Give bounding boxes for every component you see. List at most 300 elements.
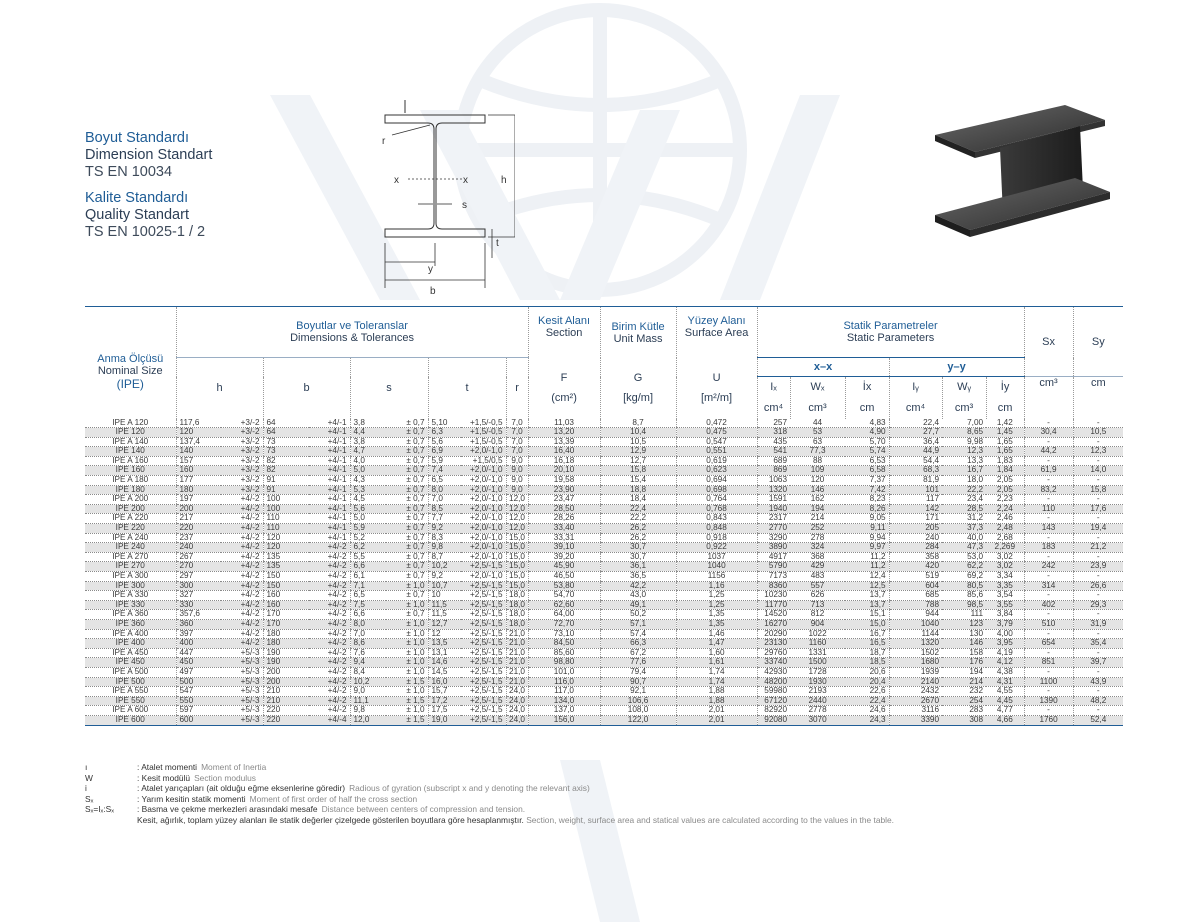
table-cell: 134,0 [528, 696, 600, 706]
table-cell: 53 [790, 428, 845, 438]
profile-name-cell: IPE 270 [85, 562, 176, 572]
table-cell: +2,0/-1,0 [461, 485, 506, 495]
table-cell: +4/-1 [309, 428, 350, 438]
table-cell: 18,8 [600, 485, 676, 495]
table-cell: +4/-1 [309, 447, 350, 457]
table-cell: +4/-1 [309, 533, 350, 543]
table-cell: 146 [942, 639, 986, 649]
nominal-size-tr: Anma Ölçüsü [97, 352, 164, 365]
table-cell: 47,3 [942, 543, 986, 553]
table-cell: +2,5/-1,5 [461, 715, 506, 725]
table-cell: 21,0 [506, 629, 528, 639]
table-cell: 52,4 [1073, 715, 1123, 725]
table-cell: 1320 [889, 639, 942, 649]
table-cell: 2,05 [986, 485, 1024, 495]
table-cell: 36,5 [600, 572, 676, 582]
table-cell: 12,0 [506, 524, 528, 534]
table-cell: - [1024, 687, 1073, 697]
table-cell: 12,7 [600, 456, 676, 466]
table-cell: 4,3 [350, 476, 386, 486]
table-cell: +3/-2 [221, 447, 263, 457]
table-cell: ± 0,7 [386, 591, 428, 601]
table-cell: 26,2 [600, 524, 676, 534]
table-cell: ± 1,0 [386, 600, 428, 610]
table-cell: 21,0 [506, 667, 528, 677]
table-cell: 7173 [757, 572, 790, 582]
table-cell: 200 [176, 504, 221, 514]
table-cell: 98,5 [942, 600, 986, 610]
table-cell: 3,55 [986, 600, 1024, 610]
profile-name-cell: IPE A 600 [85, 706, 176, 716]
table-cell: +2,5/-1,5 [461, 706, 506, 716]
table-cell: 36,4 [889, 437, 942, 447]
table-cell: ± 0,7 [386, 466, 428, 476]
table-cell: ± 0,7 [386, 514, 428, 524]
table-cell: 450 [176, 658, 221, 668]
table-cell: 12,0 [506, 495, 528, 505]
table-cell: +5/-3 [221, 677, 263, 687]
table-cell: +4/-2 [221, 533, 263, 543]
xx-axis-header: x–x [757, 358, 889, 377]
table-cell: 15,8 [600, 466, 676, 476]
table-cell: 10 [428, 591, 461, 601]
table-cell: 158 [942, 648, 986, 658]
table-cell: 519 [889, 572, 942, 582]
table-cell: +2,5/-1,5 [461, 648, 506, 658]
table-cell: 18,0 [942, 476, 986, 486]
profile-name-cell: IPE 360 [85, 619, 176, 629]
table-cell: 50,2 [600, 610, 676, 620]
table-cell: 15,0 [506, 533, 528, 543]
table-cell: 402 [1024, 600, 1073, 610]
table-cell: +5/-3 [221, 687, 263, 697]
table-cell: 27,7 [889, 428, 942, 438]
table-cell: 13,1 [428, 648, 461, 658]
table-cell: +3/-2 [221, 437, 263, 447]
table-cell: 63 [790, 437, 845, 447]
table-cell: +4/-2 [309, 629, 350, 639]
table-cell: - [1024, 591, 1073, 601]
table-cell: 24,6 [845, 706, 889, 716]
table-cell: +5/-3 [221, 648, 263, 658]
table-cell: +4/-2 [309, 667, 350, 677]
table-cell: +4/-2 [221, 543, 263, 553]
note-text-tr: : Atalet momenti [137, 762, 198, 772]
table-cell: - [1024, 572, 1073, 582]
table-cell: - [1024, 476, 1073, 486]
table-cell: 13,39 [528, 437, 600, 447]
profile-name-cell: IPE 160 [85, 466, 176, 476]
table-cell: +2,0/-1,0 [461, 543, 506, 553]
table-cell: +4/-2 [221, 514, 263, 524]
table-cell: +2,5/-1,5 [461, 562, 506, 572]
table-cell: ± 1,5 [386, 696, 428, 706]
table-cell: 200 [263, 667, 309, 677]
table-cell: 11,2 [845, 552, 889, 562]
table-cell: 176 [942, 658, 986, 668]
table-cell: 100 [263, 504, 309, 514]
table-cell: +4/-2 [221, 639, 263, 649]
table-cell: 3390 [889, 715, 942, 725]
table-cell: 45,90 [528, 562, 600, 572]
table-cell: 358 [889, 552, 942, 562]
table-cell: ± 1,0 [386, 667, 428, 677]
table-cell: 6,3 [428, 428, 461, 438]
table-cell: 15,0 [506, 581, 528, 591]
table-cell: 135 [263, 562, 309, 572]
diagram-label-s: s [462, 200, 467, 211]
table-cell: 91 [263, 476, 309, 486]
table-cell: 7,0 [506, 428, 528, 438]
table-cell: 6,1 [350, 572, 386, 582]
ipe-profile-table [85, 306, 1123, 726]
table-cell: 64 [263, 428, 309, 438]
table-cell: ± 1,0 [386, 639, 428, 649]
table-cell: 685 [889, 591, 942, 601]
steel-beam-image [915, 100, 1110, 250]
table-cell: 597 [176, 706, 221, 716]
table-cell: 1,42 [986, 419, 1024, 428]
table-cell: 24,0 [506, 706, 528, 716]
table-cell: 360 [176, 619, 221, 629]
table-cell: 69,2 [942, 572, 986, 582]
table-cell: 73,10 [528, 629, 600, 639]
table-cell: 1,47 [676, 639, 757, 649]
table-cell: 22,4 [600, 504, 676, 514]
table-cell: +1,5/0,5 [461, 456, 506, 466]
table-cell: 101 [889, 485, 942, 495]
table-row [85, 419, 1123, 428]
table-cell: 3,35 [986, 581, 1024, 591]
table-cell: 170 [263, 610, 309, 620]
unit-mass-header [600, 307, 676, 358]
table-cell: 31,2 [942, 514, 986, 524]
table-cell: 162 [790, 495, 845, 505]
note-item [85, 773, 894, 784]
table-cell: 7,7 [428, 514, 461, 524]
table-cell: 297 [176, 572, 221, 582]
table-cell: +4/-2 [221, 572, 263, 582]
table-cell: 1728 [790, 667, 845, 677]
nominal-size-code: (IPE) [116, 376, 144, 391]
table-cell: 210 [263, 696, 309, 706]
table-cell: 120 [263, 543, 309, 553]
table-cell: 483 [790, 572, 845, 582]
table-cell: 18,4 [600, 495, 676, 505]
table-cell: 3,02 [986, 562, 1024, 572]
table-cell: 13,20 [528, 428, 600, 438]
table-cell: 19,58 [528, 476, 600, 486]
table-cell: 9,05 [845, 514, 889, 524]
table-row [85, 476, 1123, 486]
surface-area-header [676, 307, 757, 358]
table-cell: 252 [790, 524, 845, 534]
col-ry-label: İy [1000, 381, 1010, 394]
table-cell: ± 1,0 [386, 648, 428, 658]
footnote-tr: Kesit, ağırlık, toplam yüzey alanları ile statik değerler çizelgede gösterilen boyutlara göre hesaplanmıştır. [137, 814, 524, 825]
table-cell: 92,1 [600, 687, 676, 697]
table-cell: 9,0 [506, 466, 528, 476]
table-cell: 205 [889, 524, 942, 534]
table-cell: 2778 [790, 706, 845, 716]
table-cell: 210 [263, 687, 309, 697]
unit-mass-tr: Birim Kütle [611, 321, 665, 333]
profile-name-cell: IPE A 330 [85, 591, 176, 601]
col-ix-label: Iₓ [770, 381, 777, 394]
table-cell: 16,40 [528, 447, 600, 457]
table-cell: 6,6 [350, 610, 386, 620]
table-cell: +2,0/-1,0 [461, 504, 506, 514]
table-cell: 851 [1024, 658, 1073, 668]
table-cell: +2,5/-1,5 [461, 677, 506, 687]
table-cell: 8,5 [428, 504, 461, 514]
col-u-unit: [m²/m] [700, 392, 733, 404]
table-cell: +4/-2 [309, 687, 350, 697]
table-cell: ± 0,7 [386, 543, 428, 553]
table-cell: 30,7 [600, 552, 676, 562]
table-cell: +3/-2 [221, 485, 263, 495]
table-cell: 30,4 [1024, 428, 1073, 438]
table-cell: 1331 [790, 648, 845, 658]
table-cell: +2,5/-1,5 [461, 687, 506, 697]
static-params-header [757, 307, 1024, 358]
table-row [85, 706, 1123, 716]
table-cell: 17,2 [428, 696, 461, 706]
table-cell: 9,8 [350, 706, 386, 716]
diagram-label-x-right: x [463, 175, 468, 186]
table-cell: 122,0 [600, 715, 676, 725]
table-cell: - [1024, 456, 1073, 466]
table-cell: 318 [757, 428, 790, 438]
table-cell: 21,0 [506, 648, 528, 658]
table-cell: +4/-2 [309, 562, 350, 572]
table-cell: 137,0 [528, 706, 600, 716]
table-cell: 9,97 [845, 543, 889, 553]
table-cell: 120 [790, 476, 845, 486]
table-cell: 6,6 [350, 562, 386, 572]
table-cell: +2,0/-1,0 [461, 533, 506, 543]
profile-name-cell: IPE 550 [85, 696, 176, 706]
table-row [85, 629, 1123, 639]
col-h-header: h [176, 358, 263, 419]
table-cell: 183 [1024, 543, 1073, 553]
table-cell: 49,1 [600, 600, 676, 610]
table-cell: 16,0 [428, 677, 461, 687]
table-cell: +4/-1 [309, 419, 350, 428]
table-cell: 2,01 [676, 715, 757, 725]
table-cell: 0,623 [676, 466, 757, 476]
table-cell: +3/-2 [221, 456, 263, 466]
table-cell: 12,9 [600, 447, 676, 457]
table-cell: 7,0 [428, 495, 461, 505]
table-cell: 20,10 [528, 466, 600, 476]
table-cell: 194 [790, 504, 845, 514]
table-cell: 1,65 [986, 437, 1024, 447]
table-cell: 1,25 [676, 591, 757, 601]
table-row [85, 504, 1123, 514]
table-cell: +3/-2 [221, 466, 263, 476]
standards-block [85, 130, 212, 241]
table-cell: 9,94 [845, 533, 889, 543]
nominal-size-header [85, 307, 176, 419]
table-cell: 0,551 [676, 447, 757, 457]
table-cell: - [1073, 667, 1123, 677]
table-cell: 16270 [757, 619, 790, 629]
table-cell: 12,3 [1073, 447, 1123, 457]
table-cell: +2,0/-1,0 [461, 572, 506, 582]
col-sx-unit: cm³ [1024, 377, 1073, 419]
table-cell: 550 [176, 696, 221, 706]
col-f-label: F [560, 372, 568, 384]
col-u-label: U [712, 372, 721, 384]
table-cell: 29760 [757, 648, 790, 658]
note-text-tr: : Atalet yarıçapları (ait olduğu eğme eksenlerine göredir) [137, 783, 346, 793]
note-symbol: ı [85, 762, 88, 772]
table-cell: 22,4 [889, 419, 942, 428]
table-cell: 23,9 [1073, 562, 1123, 572]
table-cell: +4/-1 [309, 476, 350, 486]
table-cell: 171 [889, 514, 942, 524]
profile-name-cell: IPE A 500 [85, 667, 176, 677]
table-cell: - [1073, 591, 1123, 601]
table-cell: 14520 [757, 610, 790, 620]
table-cell: 7,0 [350, 629, 386, 639]
table-cell: 0,698 [676, 485, 757, 495]
table-cell: - [1073, 629, 1123, 639]
table-cell: 1,35 [676, 610, 757, 620]
profile-name-cell: IPE 600 [85, 715, 176, 725]
table-cell: - [1073, 648, 1123, 658]
table-cell: 4917 [757, 552, 790, 562]
table-cell: +4/-2 [309, 552, 350, 562]
table-cell: 4,5 [350, 495, 386, 505]
table-cell: 14,6 [428, 658, 461, 668]
table-cell: 904 [790, 619, 845, 629]
table-cell: 197 [176, 495, 221, 505]
table-cell: 23,90 [528, 485, 600, 495]
table-cell: 18,0 [506, 591, 528, 601]
table-cell: 1939 [889, 667, 942, 677]
profile-name-cell: IPE 500 [85, 677, 176, 687]
table-cell: - [1073, 610, 1123, 620]
table-cell: 1156 [676, 572, 757, 582]
table-cell: ± 0,7 [386, 456, 428, 466]
table-cell: 20290 [757, 629, 790, 639]
table-cell: 5,9 [428, 456, 461, 466]
table-cell: 143 [1024, 524, 1073, 534]
table-cell: 190 [263, 648, 309, 658]
table-cell: 43,0 [600, 591, 676, 601]
table-cell: 16,7 [845, 629, 889, 639]
table-cell: 5,6 [428, 437, 461, 447]
table-cell: 237 [176, 533, 221, 543]
table-row [85, 715, 1123, 725]
table-cell: 110 [263, 524, 309, 534]
table-cell: 2,05 [986, 476, 1024, 486]
table-cell: 53,0 [942, 552, 986, 562]
table-cell: 64 [263, 419, 309, 428]
table-cell: 435 [757, 437, 790, 447]
table-cell: 267 [176, 552, 221, 562]
table-cell: 101,0 [528, 667, 600, 677]
table-cell: 116,0 [528, 677, 600, 687]
table-cell: - [1024, 419, 1073, 428]
table-cell: - [1024, 667, 1073, 677]
table-cell: 84,50 [528, 639, 600, 649]
table-cell: 21,0 [506, 658, 528, 668]
table-cell: 11,5 [428, 610, 461, 620]
table-cell: 324 [790, 543, 845, 553]
table-cell: 88 [790, 456, 845, 466]
col-f-unit: (cm²) [551, 392, 577, 404]
sy-header: Sy [1073, 307, 1123, 377]
table-cell: ± 1,0 [386, 706, 428, 716]
table-cell: 3,79 [986, 619, 1024, 629]
table-cell: 3070 [790, 715, 845, 725]
table-cell: 788 [889, 600, 942, 610]
table-cell: 447 [176, 648, 221, 658]
dimensions-en: Dimensions & Tolerances [290, 332, 414, 344]
table-cell: 2,48 [986, 524, 1024, 534]
table-cell: 2140 [889, 677, 942, 687]
table-cell: 15,8 [1073, 485, 1123, 495]
table-cell: 190 [263, 658, 309, 668]
table-cell: 4,66 [986, 715, 1024, 725]
table-cell: 2670 [889, 696, 942, 706]
table-cell: 62,60 [528, 600, 600, 610]
table-cell: 240 [176, 543, 221, 553]
table-row [85, 610, 1123, 620]
table-cell: ± 0,7 [386, 552, 428, 562]
table-cell: +4/-2 [309, 677, 350, 687]
table-cell: 12,4 [845, 572, 889, 582]
table-cell: 123 [942, 619, 986, 629]
table-cell: +4/-1 [309, 466, 350, 476]
table-cell: +4/-2 [221, 591, 263, 601]
table-cell: 15,0 [506, 552, 528, 562]
notes-list [85, 762, 894, 815]
dimensions-tr: Boyutlar ve Toleranslar [296, 320, 408, 332]
table-cell: 3,84 [986, 610, 1024, 620]
table-cell: 48,2 [1073, 696, 1123, 706]
note-text-en: Distance between centers of compression and tension. [321, 804, 526, 814]
table-cell: +2,0/-1,0 [461, 466, 506, 476]
table-cell: 812 [790, 610, 845, 620]
table-cell: 327 [176, 591, 221, 601]
table-cell: 72,70 [528, 619, 600, 629]
table-cell: +4/-1 [309, 495, 350, 505]
table-cell: 28,26 [528, 514, 600, 524]
table-cell: 1100 [1024, 677, 1073, 687]
table-cell: 368 [790, 552, 845, 562]
table-cell: +2,5/-1,5 [461, 667, 506, 677]
table-cell: 12,5 [845, 581, 889, 591]
table-row [85, 456, 1123, 466]
table-cell: 7,42 [845, 485, 889, 495]
table-cell: 713 [790, 600, 845, 610]
table-cell: 1,83 [986, 456, 1024, 466]
table-cell: 6,2 [350, 543, 386, 553]
table-cell: 232 [942, 687, 986, 697]
table-cell: +4/-2 [221, 562, 263, 572]
table-cell: 242 [1024, 562, 1073, 572]
table-cell: 82 [263, 466, 309, 476]
table-cell: 180 [263, 629, 309, 639]
table-row [85, 533, 1123, 543]
table-cell: +4/-2 [309, 706, 350, 716]
table-cell: 5,0 [350, 514, 386, 524]
table-cell: 17,5 [428, 706, 461, 716]
